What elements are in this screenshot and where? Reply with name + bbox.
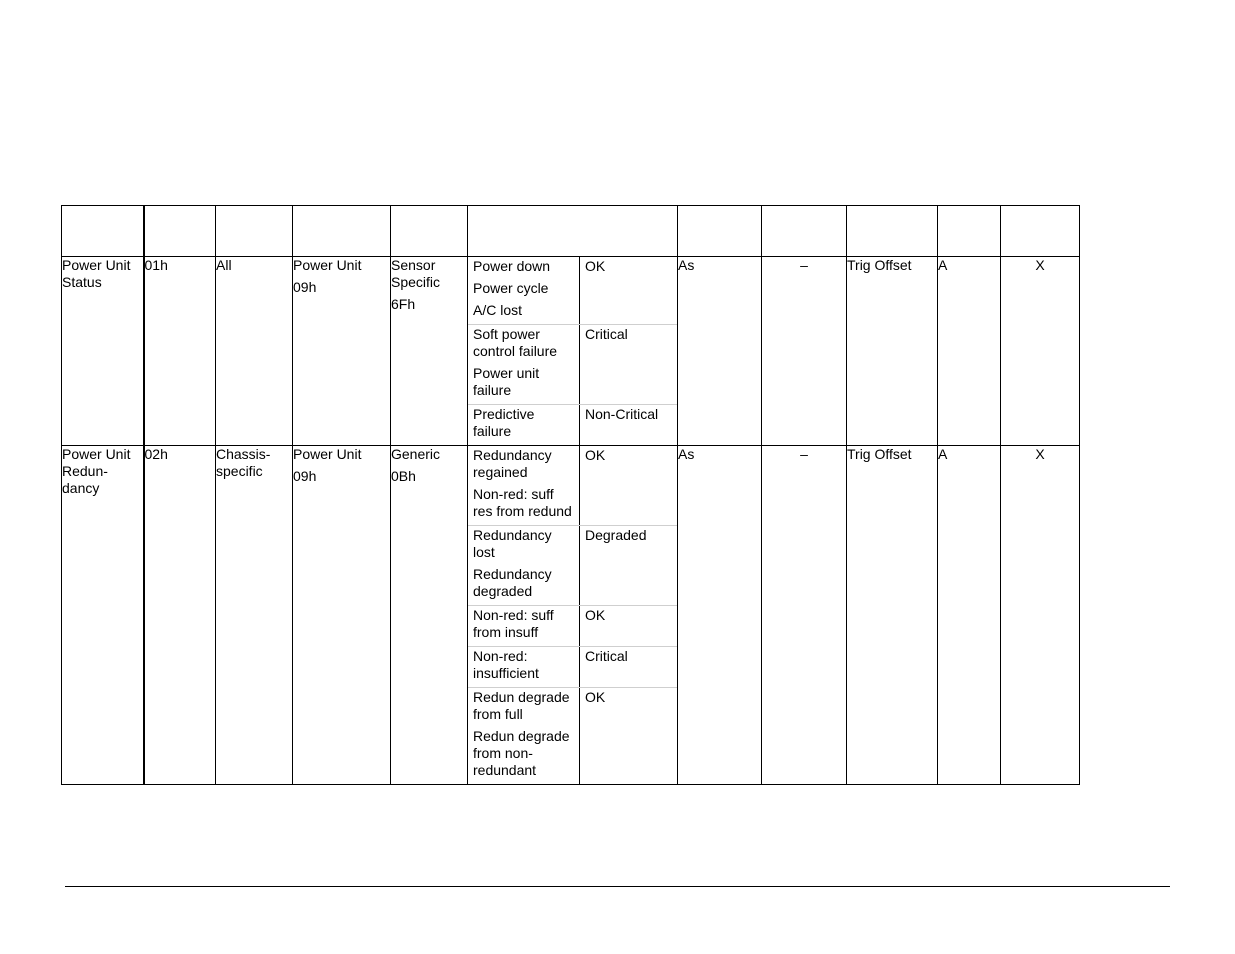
offset-item: Redun degrade from full (473, 689, 570, 722)
sensor-name-cell (62, 446, 144, 785)
severity: OK (585, 258, 606, 274)
offset-item: Power cycle (473, 280, 549, 296)
sensor-type-name: Power Unit (293, 446, 362, 462)
offset-list (468, 405, 580, 445)
header-cell (293, 206, 391, 257)
table-row (62, 446, 1080, 785)
readable-cell (847, 257, 938, 446)
deassert-cell (762, 257, 847, 446)
offset-item: Redun degrade from non-redundant (473, 728, 570, 778)
sensor-number: 02h (144, 446, 168, 462)
sensor-name: Power Unit Redun-dancy (62, 446, 131, 496)
offset-list (468, 647, 580, 687)
rearm-value: X (1035, 446, 1045, 462)
offset-list (468, 606, 580, 646)
deassert-cell (762, 446, 847, 785)
footer-rule (65, 886, 1170, 887)
offset-item: Redundancy degraded (473, 566, 552, 599)
assert-value: As (678, 446, 695, 462)
offset-severity-cell (468, 446, 678, 785)
offset-item: Power unit failure (473, 365, 540, 398)
platform-cell (216, 257, 293, 446)
header-cell (1001, 206, 1080, 257)
severity: OK (585, 689, 606, 705)
rearm-cell (1001, 446, 1080, 785)
offset-severity-cell (468, 257, 678, 446)
offset-group (468, 404, 677, 445)
offset-item: A/C lost (473, 302, 523, 318)
offset-list (468, 688, 580, 784)
offset-group (468, 446, 677, 525)
header-cell (938, 206, 1001, 257)
offset-item: Redundancy lost (473, 527, 552, 560)
header-cell (468, 206, 678, 257)
event-type-name: Generic (391, 446, 441, 462)
sensor-number-cell (144, 446, 216, 785)
sensor-table (61, 205, 1080, 785)
platform: All (216, 257, 232, 273)
severity: Critical (585, 326, 628, 342)
sensor-name: Power Unit Status (62, 257, 131, 290)
sensor-type-cell (293, 257, 391, 446)
offset-group (468, 324, 677, 404)
offset-item: Predictive failure (473, 406, 535, 439)
offset-item: Non-red: insufficient (473, 648, 539, 681)
offset-group (468, 646, 677, 687)
severity: OK (585, 607, 606, 623)
sensor-type-cell (293, 446, 391, 785)
rearm-cell (1001, 257, 1080, 446)
readable-value: Trig Offset (847, 257, 912, 273)
sensor-type-code: 09h (293, 279, 317, 295)
offset-item: Non-red: suff from insuff (473, 607, 554, 640)
sensor-type-name: Power Unit (293, 257, 362, 273)
assert-cell (678, 446, 762, 785)
deassert-value: – (800, 446, 808, 462)
offset-item: Non-red: suff res from redund (473, 486, 572, 519)
severity: Critical (585, 648, 628, 664)
sensor-type-code: 09h (293, 468, 317, 484)
header-cell (144, 206, 216, 257)
offset-item: Soft power control failure (473, 326, 558, 359)
offset-group (468, 257, 677, 324)
offset-list (468, 526, 580, 605)
event-data-cell (938, 446, 1001, 785)
sensor-number-cell (144, 257, 216, 446)
offset-item: Power down (473, 258, 551, 274)
event-type-cell (391, 446, 468, 785)
offset-group (468, 687, 677, 784)
severity: OK (585, 447, 606, 463)
assert-cell (678, 257, 762, 446)
event-data-cell (938, 257, 1001, 446)
sensor-number: 01h (144, 257, 168, 273)
sensor-name-cell (62, 257, 144, 446)
header-row (62, 206, 1080, 257)
event-data-value: A (938, 446, 948, 462)
readable-value: Trig Offset (847, 446, 912, 462)
table-row (62, 257, 1080, 446)
event-type-code: 0Bh (391, 468, 416, 484)
event-data-value: A (938, 257, 948, 273)
assert-value: As (678, 257, 695, 273)
header-cell (62, 206, 144, 257)
event-type-name: Sensor Specific (391, 257, 441, 290)
rearm-value: X (1035, 257, 1045, 273)
header-cell (216, 206, 293, 257)
header-cell (678, 206, 762, 257)
header-cell (847, 206, 938, 257)
platform: Chassis-specific (216, 446, 271, 479)
table-body (62, 257, 1080, 785)
event-type-code: 6Fh (391, 296, 416, 312)
severity: Degraded (585, 527, 647, 543)
event-type-cell (391, 257, 468, 446)
offset-list (468, 446, 580, 525)
readable-cell (847, 446, 938, 785)
offset-group (468, 525, 677, 605)
platform-cell (216, 446, 293, 785)
header-cell (391, 206, 468, 257)
offset-list (468, 257, 580, 324)
offset-list (468, 325, 580, 404)
header-cell (762, 206, 847, 257)
severity: Non-Critical (585, 406, 659, 422)
offset-item: Redundancy regained (473, 447, 552, 480)
deassert-value: – (800, 257, 808, 273)
offset-group (468, 605, 677, 646)
table-header (62, 206, 1080, 257)
